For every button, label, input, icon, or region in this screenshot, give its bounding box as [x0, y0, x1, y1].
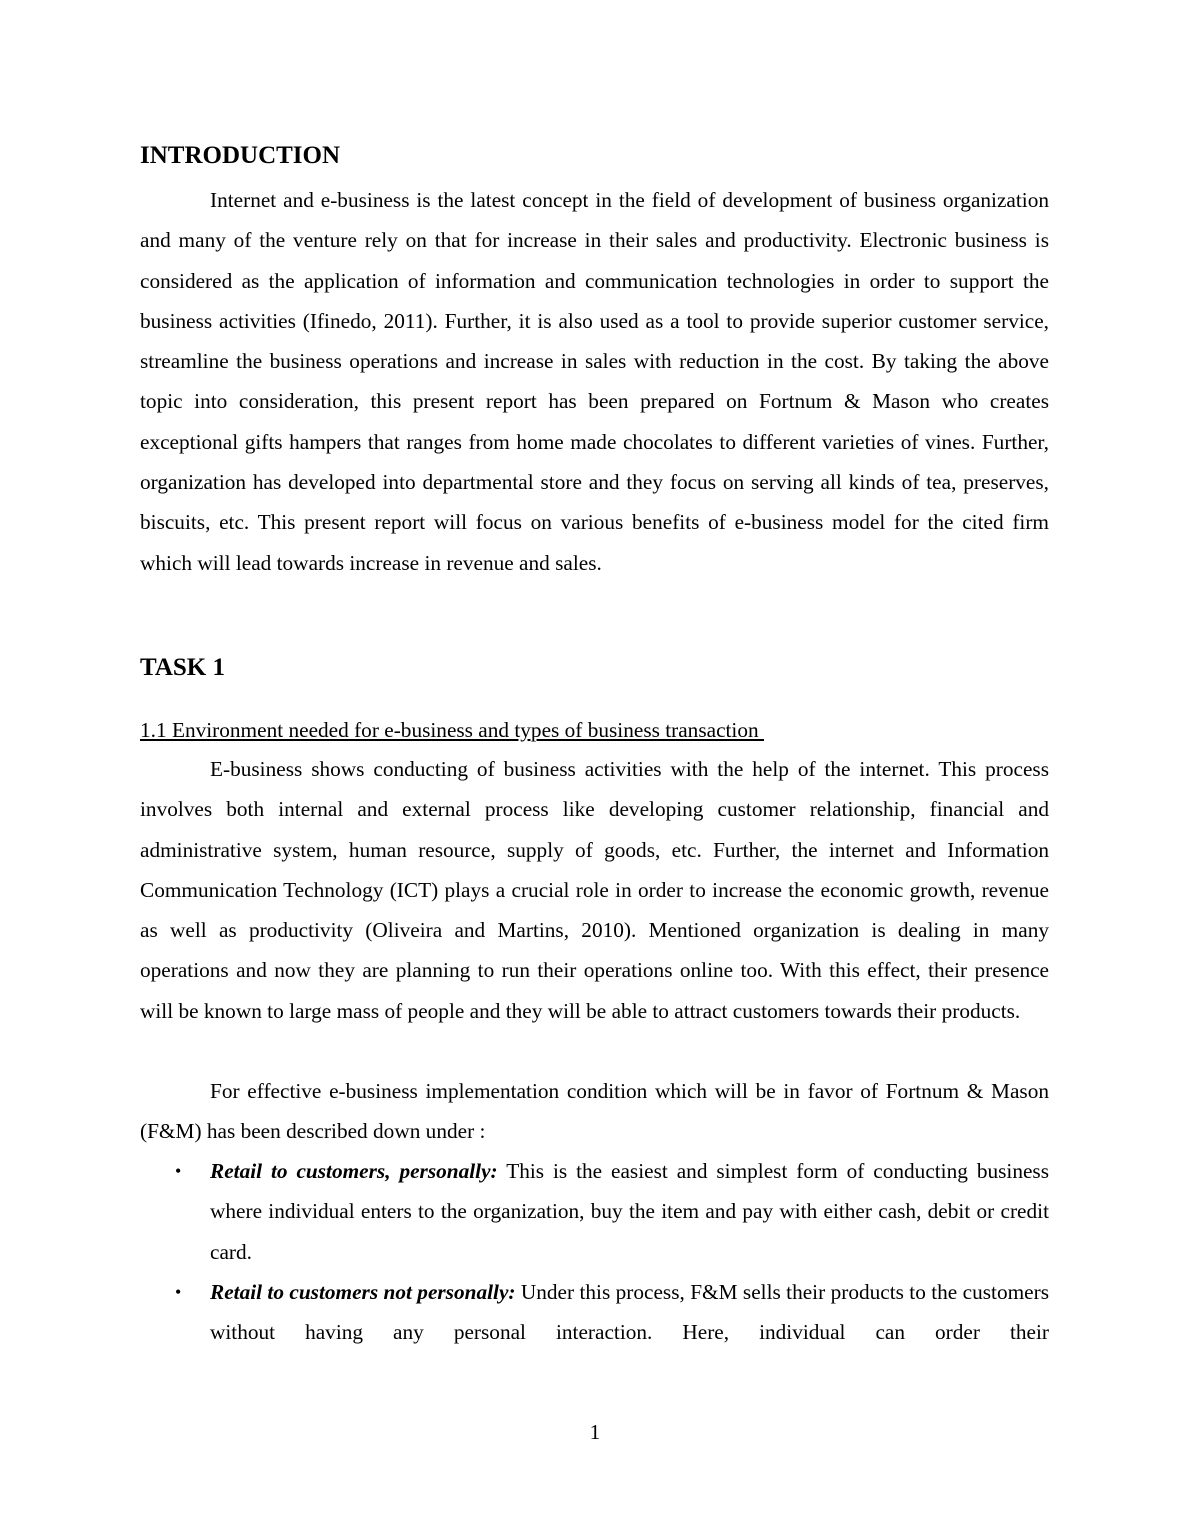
task1-heading: TASK 1	[140, 654, 225, 681]
bullet-marker-icon: •	[175, 1282, 182, 1302]
bullet-marker-icon: •	[175, 1161, 182, 1181]
list-item-title: Retail to customers, personally:	[210, 1159, 498, 1183]
task1-paragraph-2: For effective e-business implementation condition which will be in favor of Fortnum & Mason (F&M) has been described down under :	[140, 1079, 1049, 1144]
list-item	[140, 1272, 1049, 1353]
task1-paragraph-1: E-business shows conducting of business activities with the help of the internet. This process involves both internal and external process like developing customer relationship, financial and administrative system, human resource, supply of goods, etc. Further, the internet and Information Communication Technology (ICT) plays a crucial role in order to increase the economic growth, revenue as well as productivity (Oliveira and Martins, 2010). Mentioned organization is dealing in many operations and now they are planning to run their operations online too. With this effect, their presence will be known to large mass of people and they will be able to attract customers towards their products.	[140, 757, 1049, 1023]
page-number: 1	[589, 1420, 601, 1444]
list-item-body: This is the easiest and simplest form of conducting business where individual enters to the organization, buy the item and pay with either cash, debit or credit card.	[210, 1159, 1049, 1264]
list-item-title: Retail to customers not personally:	[210, 1280, 516, 1304]
list-item-text	[210, 1151, 1049, 1272]
introduction-heading: INTRODUCTION	[140, 142, 341, 169]
introduction-paragraph: Internet and e-business is the latest concept in the field of development of business organization and many of the venture rely on that for increase in their sales and productivity. Electronic business is considered as the application of information and communication technologies in order to support the business activities (Ifinedo, 2011). Further, it is also used as a tool to provide superior customer service, streamline the business operations and increase in sales with reduction in the cost. By taking the above topic into consideration, this present report has been prepared on Fortnum & Mason who creates exceptional gifts hampers that ranges from home made chocolates to different varieties of vines. Further, organization has developed into departmental store and they focus on serving all kinds of tea, preserves, biscuits, etc. This present report will focus on various benefits of e-business model for the cited firm which will lead towards increase in revenue and sales.	[140, 188, 1049, 575]
list-item-body: Under this process, F&M sells their products to the customers without having any personal interaction. Here, individual can order their	[210, 1280, 1049, 1345]
list-item	[140, 1151, 1049, 1272]
list-item-text	[210, 1272, 1049, 1353]
section-1-1-subheading: 1.1 Environment needed for e-business and types of business transaction	[140, 718, 764, 742]
